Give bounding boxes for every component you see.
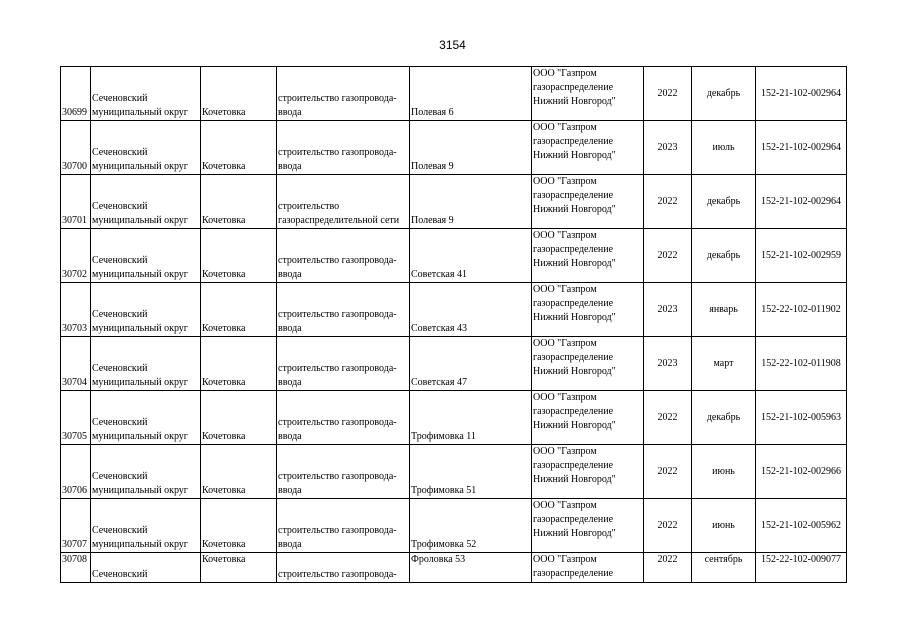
district-cell-line: Сеченовский bbox=[92, 363, 148, 374]
district-cell-line: муниципальный округ bbox=[92, 377, 188, 388]
district-cell-line: муниципальный округ bbox=[92, 161, 188, 172]
organization-cell-line: газораспределение bbox=[533, 568, 614, 579]
organization-cell-line: Нижний Новгород" bbox=[533, 204, 616, 215]
village-cell: Кочетовка bbox=[201, 229, 277, 283]
address-cell: Советская 43 bbox=[410, 283, 532, 337]
district-cell bbox=[91, 121, 201, 175]
month-cell: декабрь bbox=[692, 229, 756, 283]
organization-cell-line: газораспределение bbox=[533, 352, 614, 363]
village-cell: Кочетовка bbox=[201, 67, 277, 121]
code-cell: 152-22-102-009077 bbox=[756, 553, 847, 583]
code-cell: 152-21-102-002964 bbox=[756, 67, 847, 121]
village-cell: Кочетовка bbox=[201, 499, 277, 553]
district-cell-line: муниципальный округ bbox=[92, 431, 188, 442]
district-cell-line: Сеченовский bbox=[92, 417, 148, 428]
organization-cell-line: ООО "Газпром bbox=[533, 230, 597, 241]
work-type-cell bbox=[277, 175, 410, 229]
organization-cell-line: Нижний Новгород" bbox=[533, 96, 616, 107]
organization-cell-line: ООО "Газпром bbox=[533, 392, 597, 403]
organization-cell-line: газораспределение bbox=[533, 244, 614, 255]
code-cell: 152-21-102-005962 bbox=[756, 499, 847, 553]
code-cell: 152-21-102-002964 bbox=[756, 121, 847, 175]
month-cell: декабрь bbox=[692, 67, 756, 121]
table-row bbox=[61, 121, 847, 175]
district-cell-line: Сеченовский bbox=[92, 93, 148, 104]
organization-cell-line: ООО "Газпром bbox=[533, 554, 597, 565]
address-cell: Трофимовка 11 bbox=[410, 391, 532, 445]
work-type-cell-line: строительство газопровода- bbox=[278, 569, 397, 580]
work-type-cell-line: ввода bbox=[278, 485, 302, 496]
village-cell: Кочетовка bbox=[201, 337, 277, 391]
work-type-cell bbox=[277, 499, 410, 553]
row-number: 30703 bbox=[61, 283, 91, 337]
organization-cell bbox=[532, 229, 644, 283]
row-number: 30702 bbox=[61, 229, 91, 283]
work-type-cell-line: строительство газопровода- bbox=[278, 417, 397, 428]
month-cell: декабрь bbox=[692, 175, 756, 229]
row-number: 30700 bbox=[61, 121, 91, 175]
organization-cell bbox=[532, 391, 644, 445]
organization-cell-line: Нижний Новгород" bbox=[533, 366, 616, 377]
address-cell: Полевая 6 bbox=[410, 67, 532, 121]
organization-cell bbox=[532, 553, 644, 583]
month-cell: январь bbox=[692, 283, 756, 337]
gasification-register-table bbox=[60, 66, 847, 583]
work-type-cell-line: ввода bbox=[278, 269, 302, 280]
work-type-cell-line: строительство газопровода- bbox=[278, 93, 397, 104]
district-cell-line: Сеченовский bbox=[92, 525, 148, 536]
organization-cell-line: газораспределение bbox=[533, 298, 614, 309]
work-type-cell bbox=[277, 121, 410, 175]
table-row bbox=[61, 499, 847, 553]
district-cell-line: муниципальный округ bbox=[92, 323, 188, 334]
work-type-cell-line: ввода bbox=[278, 377, 302, 388]
table-row bbox=[61, 67, 847, 121]
month-cell: декабрь bbox=[692, 391, 756, 445]
page-number: 3154 bbox=[439, 38, 466, 52]
work-type-cell-line: газораспределительной сети bbox=[278, 215, 400, 226]
work-type-cell-line: ввода bbox=[278, 161, 302, 172]
row-number: 30701 bbox=[61, 175, 91, 229]
village-cell: Кочетовка bbox=[201, 445, 277, 499]
work-type-cell bbox=[277, 337, 410, 391]
year-cell: 2023 bbox=[644, 283, 692, 337]
year-cell: 2022 bbox=[644, 175, 692, 229]
village-cell: Кочетовка bbox=[201, 283, 277, 337]
district-cell bbox=[91, 499, 201, 553]
district-cell-line: Сеченовский bbox=[92, 569, 148, 580]
month-cell: июнь bbox=[692, 445, 756, 499]
organization-cell-line: газораспределение bbox=[533, 460, 614, 471]
organization-cell bbox=[532, 121, 644, 175]
organization-cell-line: газораспределение bbox=[533, 190, 614, 201]
year-cell: 2022 bbox=[644, 67, 692, 121]
code-cell: 152-21-102-005963 bbox=[756, 391, 847, 445]
organization-cell-line: ООО "Газпром bbox=[533, 500, 597, 511]
work-type-cell-line: строительство газопровода- bbox=[278, 471, 397, 482]
organization-cell-line: ООО "Газпром bbox=[533, 176, 597, 187]
year-cell: 2022 bbox=[644, 391, 692, 445]
work-type-cell-line: строительство газопровода- bbox=[278, 147, 397, 158]
district-cell-line: муниципальный округ bbox=[92, 215, 188, 226]
district-cell-line: муниципальный округ bbox=[92, 485, 188, 496]
work-type-cell-line: ввода bbox=[278, 539, 302, 550]
work-type-cell bbox=[277, 229, 410, 283]
organization-cell-line: ООО "Газпром bbox=[533, 122, 597, 133]
organization-cell bbox=[532, 499, 644, 553]
district-cell-line: муниципальный округ bbox=[92, 107, 188, 118]
work-type-cell-line: ввода bbox=[278, 107, 302, 118]
organization-cell bbox=[532, 445, 644, 499]
table-row bbox=[61, 391, 847, 445]
district-cell-line: Сеченовский bbox=[92, 147, 148, 158]
month-cell: июль bbox=[692, 121, 756, 175]
work-type-cell-line: ввода bbox=[278, 431, 302, 442]
address-cell: Фроловка 53 bbox=[410, 553, 532, 583]
district-cell bbox=[91, 391, 201, 445]
address-cell: Полевая 9 bbox=[410, 121, 532, 175]
year-cell: 2023 bbox=[644, 337, 692, 391]
code-cell: 152-21-102-002966 bbox=[756, 445, 847, 499]
month-cell: сентябрь bbox=[692, 553, 756, 583]
table-row bbox=[61, 175, 847, 229]
code-cell: 152-22-102-011908 bbox=[756, 337, 847, 391]
organization-cell-line: Нижний Новгород" bbox=[533, 474, 616, 485]
district-cell-line: Сеченовский bbox=[92, 471, 148, 482]
year-cell: 2023 bbox=[644, 121, 692, 175]
table-row bbox=[61, 283, 847, 337]
organization-cell bbox=[532, 337, 644, 391]
organization-cell-line: Нижний Новгород" bbox=[533, 528, 616, 539]
district-cell-line: муниципальный округ bbox=[92, 539, 188, 550]
table-row bbox=[61, 553, 847, 583]
table-row bbox=[61, 229, 847, 283]
district-cell bbox=[91, 67, 201, 121]
district-cell bbox=[91, 445, 201, 499]
organization-cell-line: Нижний Новгород" bbox=[533, 258, 616, 269]
address-cell: Советская 41 bbox=[410, 229, 532, 283]
code-cell: 152-21-102-002964 bbox=[756, 175, 847, 229]
work-type-cell-line: строительство bbox=[278, 201, 340, 212]
organization-cell bbox=[532, 283, 644, 337]
work-type-cell-line: строительство газопровода- bbox=[278, 255, 397, 266]
village-cell: Кочетовка bbox=[201, 121, 277, 175]
table-body bbox=[61, 67, 847, 583]
work-type-cell-line: строительство газопровода- bbox=[278, 363, 397, 374]
organization-cell-line: ООО "Газпром bbox=[533, 68, 597, 79]
row-number: 30704 bbox=[61, 337, 91, 391]
organization-cell-line: газораспределение bbox=[533, 514, 614, 525]
organization-cell-line: газораспределение bbox=[533, 406, 614, 417]
organization-cell-line: газораспределение bbox=[533, 82, 614, 93]
table-row bbox=[61, 337, 847, 391]
organization-cell-line: ООО "Газпром bbox=[533, 446, 597, 457]
work-type-cell bbox=[277, 445, 410, 499]
month-cell: март bbox=[692, 337, 756, 391]
district-cell bbox=[91, 337, 201, 391]
village-cell: Кочетовка bbox=[201, 175, 277, 229]
organization-cell-line: ООО "Газпром bbox=[533, 284, 597, 295]
code-cell: 152-22-102-011902 bbox=[756, 283, 847, 337]
address-cell: Трофимовка 52 bbox=[410, 499, 532, 553]
row-number: 30705 bbox=[61, 391, 91, 445]
year-cell: 2022 bbox=[644, 229, 692, 283]
row-number: 30699 bbox=[61, 67, 91, 121]
table-row bbox=[61, 445, 847, 499]
district-cell bbox=[91, 229, 201, 283]
organization-cell-line: ООО "Газпром bbox=[533, 338, 597, 349]
year-cell: 2022 bbox=[644, 445, 692, 499]
work-type-cell-line: строительство газопровода- bbox=[278, 525, 397, 536]
district-cell bbox=[91, 553, 201, 583]
district-cell-line: Сеченовский bbox=[92, 255, 148, 266]
organization-cell-line: газораспределение bbox=[533, 136, 614, 147]
organization-cell-line: Нижний Новгород" bbox=[533, 312, 616, 323]
code-cell: 152-21-102-002959 bbox=[756, 229, 847, 283]
district-cell bbox=[91, 175, 201, 229]
district-cell bbox=[91, 283, 201, 337]
row-number: 30708 bbox=[61, 553, 91, 583]
organization-cell bbox=[532, 67, 644, 121]
year-cell: 2022 bbox=[644, 499, 692, 553]
work-type-cell bbox=[277, 391, 410, 445]
row-number: 30706 bbox=[61, 445, 91, 499]
village-cell: Кочетовка bbox=[201, 553, 277, 583]
work-type-cell-line: строительство газопровода- bbox=[278, 309, 397, 320]
organization-cell-line: Нижний Новгород" bbox=[533, 420, 616, 431]
year-cell: 2022 bbox=[644, 553, 692, 583]
work-type-cell bbox=[277, 283, 410, 337]
district-cell-line: Сеченовский bbox=[92, 201, 148, 212]
address-cell: Полевая 9 bbox=[410, 175, 532, 229]
village-cell: Кочетовка bbox=[201, 391, 277, 445]
district-cell-line: муниципальный округ bbox=[92, 269, 188, 280]
organization-cell-line: Нижний Новгород" bbox=[533, 150, 616, 161]
address-cell: Советская 47 bbox=[410, 337, 532, 391]
work-type-cell bbox=[277, 553, 410, 583]
address-cell: Трофимовка 51 bbox=[410, 445, 532, 499]
row-number: 30707 bbox=[61, 499, 91, 553]
work-type-cell-line: ввода bbox=[278, 323, 302, 334]
month-cell: июнь bbox=[692, 499, 756, 553]
organization-cell bbox=[532, 175, 644, 229]
district-cell-line: Сеченовский bbox=[92, 309, 148, 320]
work-type-cell bbox=[277, 67, 410, 121]
